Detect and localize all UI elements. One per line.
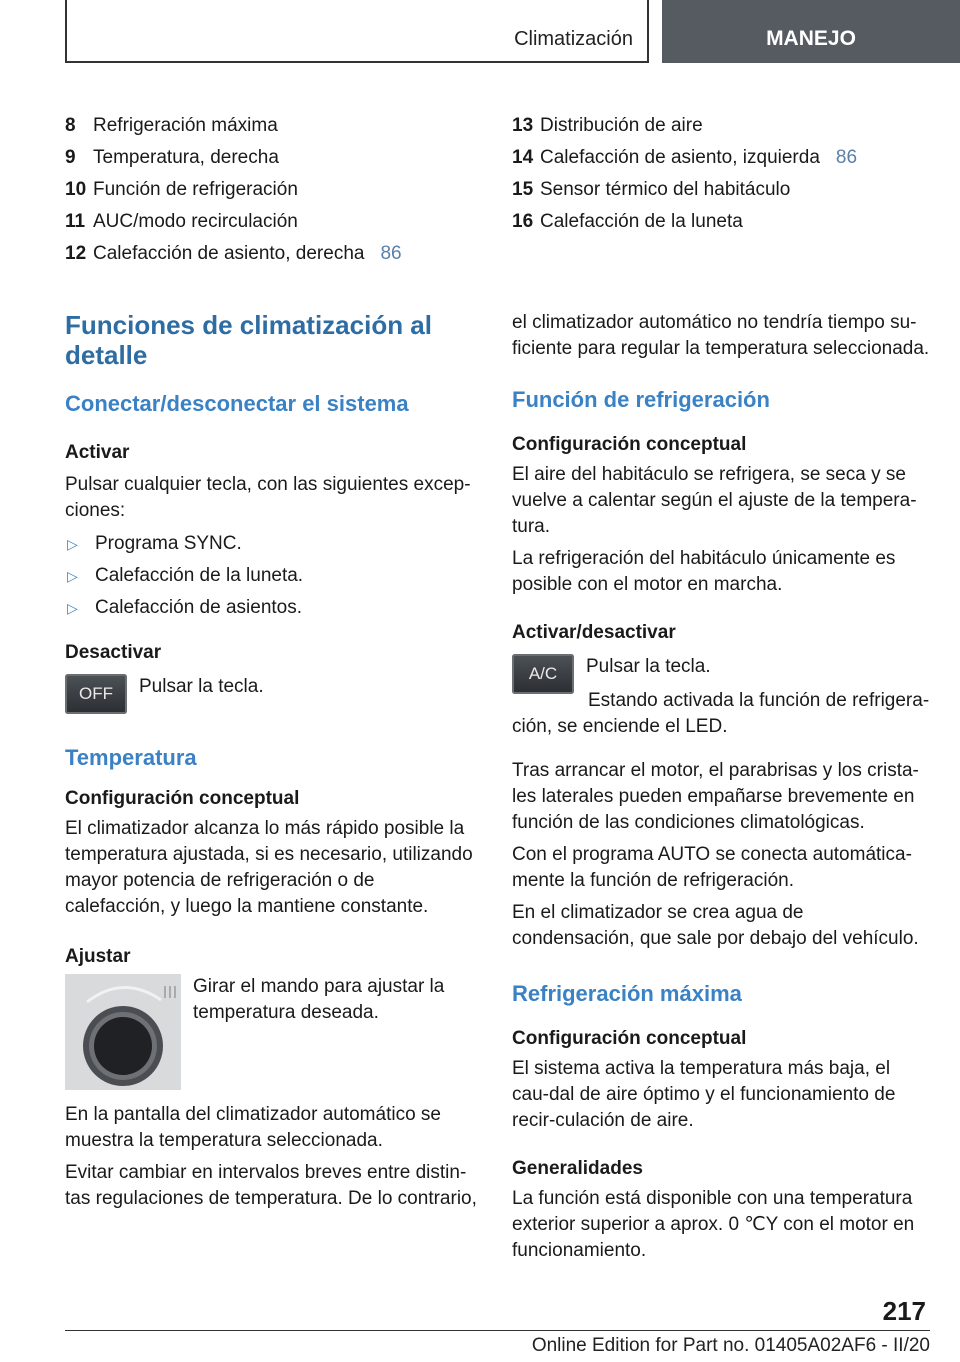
ac-button-image: A/C xyxy=(512,654,574,694)
paragraph: Pulsar la tecla. xyxy=(139,676,264,697)
list-item: 12 Calefacción de asiento, derecha 86 xyxy=(65,238,485,270)
list-item: 11 AUC/modo recirculación xyxy=(65,211,298,232)
paragraph: Pulsar cualquier tecla, con las siguientes excep-ciones: xyxy=(65,474,471,521)
paragraph: Girar el mando para ajustar la temperatura deseada. xyxy=(193,976,445,1023)
page-ref-link[interactable]: 86 xyxy=(380,243,402,264)
paragraph: El climatizador alcanza lo más rápido posible la temperatura ajustada, si es necesario, utilizando mayor potencia de refrigeración o de calefacción, y luego la mantiene constante. xyxy=(65,818,473,917)
triangle-bullet-icon: ▷ xyxy=(67,568,78,584)
knob-icon xyxy=(65,974,181,1090)
heading-activar: Activar xyxy=(65,442,130,463)
off-button-image: OFF xyxy=(65,674,127,714)
paragraph: El aire del habitáculo se refrigera, se seca y se vuelve a calentar según el ajuste de la tempera-tura. xyxy=(512,464,917,537)
paragraph: el climatizador automático no tendría tiempo su-ficiente para regular la temperatura seleccionada. xyxy=(512,312,930,359)
paragraph: Con el programa AUTO se conecta automática-mente la función de refrigeración. xyxy=(512,844,912,891)
legend-right xyxy=(512,110,932,238)
list-item: 8 Refrigeración máxima xyxy=(65,115,278,136)
triangle-bullet-icon: ▷ xyxy=(67,600,78,616)
heading-desactivar: Desactivar xyxy=(65,642,162,663)
footer-divider xyxy=(65,1330,930,1331)
paragraph: En la pantalla del climatizador automático se muestra la temperatura seleccionada. xyxy=(65,1104,441,1151)
heading-activar-desactivar: Activar/desactivar xyxy=(512,622,676,643)
list-item: 9 Temperatura, derecha xyxy=(65,147,279,168)
page-number: 217 xyxy=(882,1296,926,1326)
paragraph: Tras arrancar el motor, el parabrisas y los crista-les laterales pueden empañarse brevemente en función de las condiciones climatológicas. xyxy=(512,760,919,833)
triangle-bullet-icon: ▷ xyxy=(67,536,78,552)
subsection-title-onoff: Conectar/desconectar el sistema xyxy=(65,391,409,416)
list-item: 13 Distribución de aire xyxy=(512,115,703,136)
list-item: 10 Función de refrigeración xyxy=(65,179,298,200)
left-column xyxy=(65,310,480,1212)
list-item: ▷ Calefacción de asientos. xyxy=(65,592,480,624)
paragraph: Evitar cambiar en intervalos breves entre distin-tas regulaciones de temperatura. De lo contrario, xyxy=(65,1162,477,1209)
heading-ajustar: Ajustar xyxy=(65,946,131,967)
list-item: ▷ Calefacción de la luneta. xyxy=(65,560,480,592)
heading-concept: Configuración conceptual xyxy=(512,434,747,455)
paragraph: En el climatizador se crea agua de condensación, que sale por debajo del vehículo. xyxy=(512,902,919,949)
subsection-title-cooling: Función de refrigeración xyxy=(512,387,770,412)
section-title: Funciones de climatización al detalle xyxy=(65,310,432,370)
heading-generalidades: Generalidades xyxy=(512,1158,643,1179)
heading-concept: Configuración conceptual xyxy=(65,788,300,809)
bullet-list xyxy=(65,528,480,624)
header-chapter-tab: MANEJO xyxy=(662,0,960,63)
legend-left xyxy=(65,110,485,270)
paragraph: Estando activada la función de refrigera-ción, se enciende el LED. xyxy=(512,690,930,737)
footer-edition: Online Edition for Part no. 01405A02AF6 - II/20 xyxy=(531,1335,930,1356)
paragraph: El sistema activa la temperatura más baja, el cau-dal de aire óptimo y el funcionamiento de recir-culación de aire. xyxy=(512,1058,896,1131)
list-item: 15 Sensor térmico del habitáculo xyxy=(512,179,791,200)
paragraph: Pulsar la tecla. xyxy=(586,656,711,677)
heading-concept: Configuración conceptual xyxy=(512,1028,747,1049)
list-item: 16 Calefacción de la luneta xyxy=(512,211,743,232)
paragraph: La función está disponible con una temperatura exterior superior a aprox. 0 ℃Y con el motor en funcionamiento. xyxy=(512,1188,915,1261)
header-section-title: Climatización xyxy=(514,28,633,50)
right-column xyxy=(512,310,930,1264)
header-section-box xyxy=(65,0,649,63)
list-item: ▷ Programa SYNC. xyxy=(65,528,480,560)
page-ref-link[interactable]: 86 xyxy=(835,147,858,168)
paragraph: La refrigeración del habitáculo únicamente es posible con el motor en marcha. xyxy=(512,548,896,595)
temperature-knob-image xyxy=(65,974,181,1090)
subsection-title-max-cooling: Refrigeración máxima xyxy=(512,981,742,1006)
subsection-title-temperature: Temperatura xyxy=(65,745,197,770)
list-item: 14 Calefacción de asiento, izquierda 86 xyxy=(512,142,932,174)
